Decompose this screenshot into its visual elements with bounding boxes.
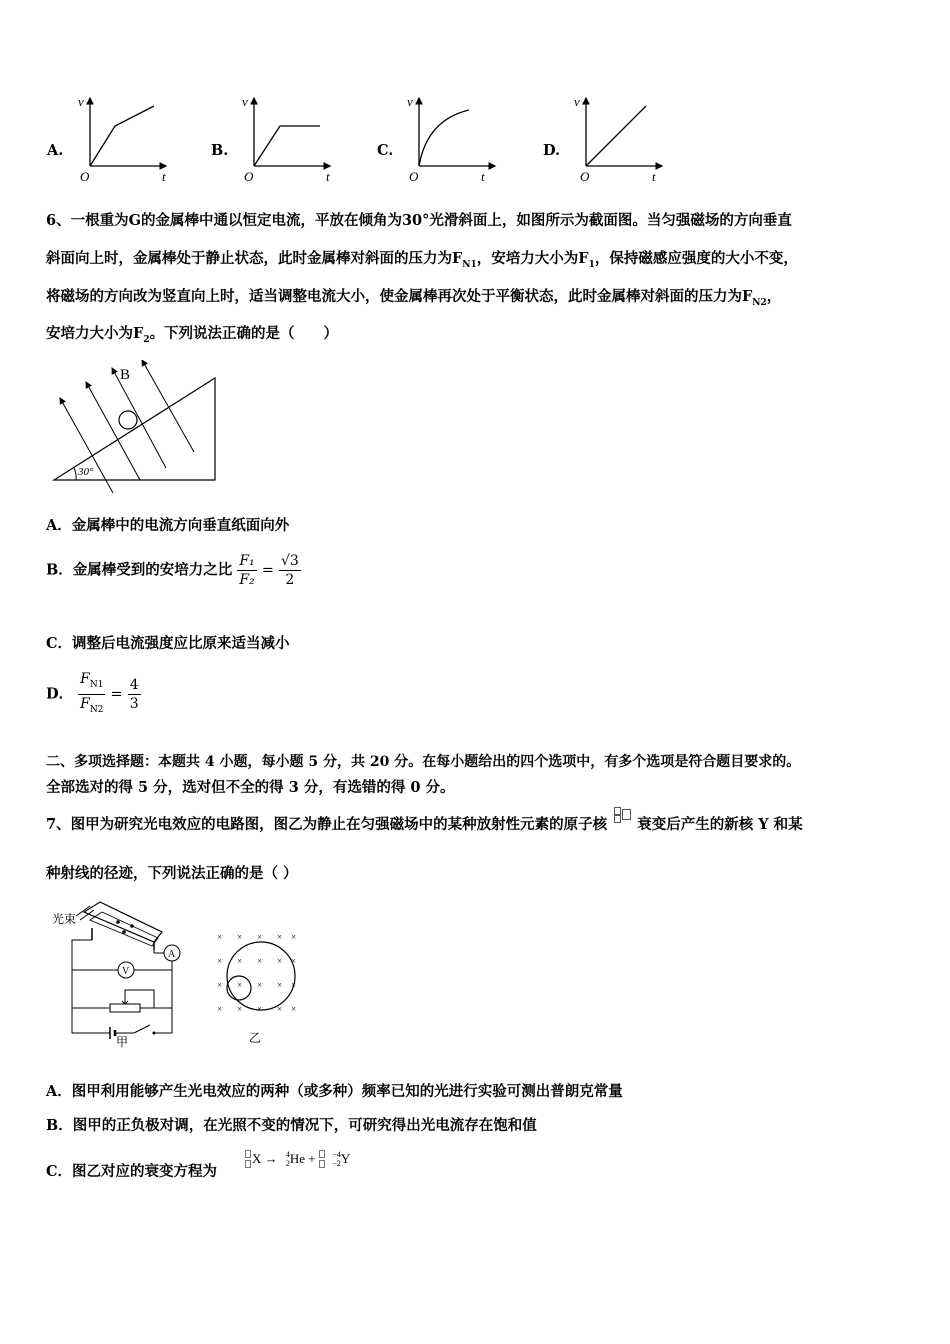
helium-indices [281, 1149, 290, 1169]
v-label: v [407, 94, 413, 109]
q6-line4-end: 。下列说法正确的是（ ） [149, 325, 339, 342]
q6-line3-text: 将磁场的方向改为竖直向上时，适当调整电流大小，使金属棒再次处于平衡状态，此时金属棒对斜面的压力为F [46, 288, 753, 305]
angle-label: 30° [78, 466, 94, 478]
electron [130, 924, 134, 928]
q7-option-c-text: C．图乙对应的衰变方程为 [46, 1163, 218, 1180]
numerator [78, 670, 105, 695]
ammeter-label: A [168, 949, 176, 960]
incline-triangle [54, 378, 215, 480]
incline-figure [48, 360, 223, 495]
q6-line2 [46, 249, 798, 275]
numerator: √3 [280, 553, 299, 569]
q6-line4 [46, 324, 338, 350]
q6-option-d-text: D． [46, 685, 74, 703]
nuclide-he: He + [289, 1151, 316, 1166]
q6-line2-sub2: 1 [588, 259, 595, 270]
rheostat [110, 1004, 140, 1012]
wire [154, 961, 172, 1033]
graph-label-b: B. [211, 142, 229, 159]
cross: × [257, 932, 263, 942]
nuclide-y: Y [340, 1151, 351, 1166]
q6-line1: 6、一根重为G的金属棒中通以恒定电流，平放在倾角为30°光滑斜面上，如图所示为截面图。当匀强磁场的方向垂直 [46, 212, 792, 229]
field-label-b: B [120, 367, 131, 383]
placeholder-stack [244, 1149, 252, 1169]
cross: × [291, 932, 297, 942]
cross: × [277, 956, 283, 966]
cross: × [257, 956, 263, 966]
electron [122, 930, 126, 934]
t-label: t [481, 169, 485, 184]
electron [116, 920, 120, 924]
numerator: 4 [129, 676, 139, 693]
q7-option-b: B．图甲的正负极对调，在光照不变的情况下，可研究得出光电流存在饱和值 [46, 1117, 537, 1134]
v-label: v [242, 94, 248, 109]
nuclide-x: X → [252, 1151, 278, 1166]
mass-number: −4 [332, 1150, 341, 1159]
cross: × [277, 980, 283, 990]
q6-line4-text: 安培力大小为F [46, 325, 144, 342]
placeholder-box [319, 1150, 325, 1158]
figure-yi-label: 乙 [249, 1031, 262, 1045]
ratio-fn1-fn2 [78, 670, 105, 719]
placeholder-box [245, 1150, 251, 1158]
photoelectric-circuit [50, 898, 200, 1048]
denominator: F₂ [239, 572, 255, 588]
cross: × [237, 980, 243, 990]
t-label: t [652, 169, 656, 184]
q6-line2-sub: N1 [462, 259, 477, 270]
q6-line3 [46, 287, 781, 313]
v-label: v [78, 94, 84, 109]
figure-jia-label: 甲 [116, 1035, 129, 1048]
switch-contact [153, 1032, 156, 1035]
curve-c [419, 110, 469, 166]
ratio-f1-f2 [237, 552, 256, 589]
origin-label: O [409, 169, 419, 184]
ratio-value [279, 552, 301, 589]
q7-option-c [46, 1162, 217, 1182]
field-line [60, 398, 113, 493]
denominator: 3 [129, 695, 139, 712]
f-symbol: F [80, 671, 90, 687]
curve-b [254, 126, 320, 166]
cross: × [217, 1004, 223, 1014]
placeholder-box [622, 809, 631, 820]
q6-line3-sub: N2 [752, 297, 767, 308]
cross: × [277, 1004, 283, 1014]
cross: × [237, 932, 243, 942]
subscript: N1 [89, 679, 104, 690]
q7-line1-b: 衰变后产生的新核 Y 和某 [637, 816, 803, 833]
denominator: 2 [285, 572, 295, 588]
wire [72, 940, 110, 1033]
cross: × [237, 956, 243, 966]
q7-line1-a: 7、图甲为研究光电效应的电路图，图乙为静止在匀强磁场中的某种放射性元素的原子核 [46, 816, 608, 833]
equals: = [110, 686, 123, 703]
denominator [78, 695, 105, 719]
section2-line2: 全部选对的得 5 分，选对但不全的得 3 分，有选错的得 0 分。 [46, 779, 455, 796]
field-crosses [217, 932, 296, 1014]
subscript: N2 [89, 704, 104, 715]
f-symbol: F [80, 695, 90, 712]
q6-option-a: A．金属棒中的电流方向垂直纸面向外 [46, 517, 290, 534]
graph-a [70, 90, 180, 185]
cross: × [217, 980, 223, 990]
decay-equation [244, 1149, 350, 1175]
cross: × [217, 932, 223, 942]
q7-line2: 种射线的径迹，下列说法正确的是（ ） [46, 865, 298, 882]
placeholder-box [245, 1160, 251, 1168]
graph-label-c: C. [377, 142, 394, 159]
v-label: v [574, 94, 580, 109]
q6-line2-text: 斜面向上时，金属棒处于静止状态，此时金属棒对斜面的压力为F [46, 250, 463, 267]
placeholder-box [614, 807, 621, 815]
graph-label-d: D. [543, 142, 561, 159]
switch [134, 1025, 150, 1033]
t-label: t [326, 169, 330, 184]
q6-line2-c: ，保持磁感应强度的大小不变， [594, 250, 798, 267]
curve-a [90, 106, 154, 166]
q6-option-d [46, 670, 141, 718]
q6-line2-b: ，安培力大小为F [476, 250, 589, 267]
y-indices [319, 1149, 341, 1169]
cross: × [277, 932, 283, 942]
q7-option-a: A．图甲利用能够产生光电效应的两种（或多种）频率已知的光进行实验可测出普朗克常量 [46, 1083, 623, 1100]
section2-line1: 二、多项选择题：本题共 4 小题，每小题 5 分，共 20 分。在每小题给出的四个选项中，有多个选项是符合题目要求的。 [46, 754, 801, 770]
placeholder-box [614, 815, 621, 823]
decay-track-figure [207, 924, 307, 1049]
voltmeter-label: V [122, 966, 130, 977]
atomic-number: −2 [332, 1159, 341, 1168]
vt-graphs [0, 90, 950, 190]
numerator: F₁ [239, 553, 255, 569]
q6-option-c: C．调整后电流强度应比原来适当减小 [46, 635, 290, 652]
metal-rod [119, 411, 137, 429]
cross: × [291, 980, 297, 990]
graph-c [399, 90, 509, 185]
origin-label: O [244, 169, 254, 184]
mass-number: 4 [285, 1150, 290, 1159]
q6-option-b-text: B．金属棒受到的安培力之比 [46, 561, 233, 579]
q7-line1 [46, 815, 803, 835]
wire [154, 950, 164, 953]
angle-arc [74, 468, 76, 480]
graph-d [566, 90, 676, 185]
cross: × [237, 1004, 243, 1014]
graph-b [234, 90, 344, 185]
atomic-number: 2 [285, 1159, 290, 1168]
origin-label: O [80, 169, 90, 184]
cross: × [291, 1004, 297, 1014]
q6-line3-end: ， [766, 288, 782, 305]
nucleus-placeholder [612, 815, 632, 835]
cross: × [217, 956, 223, 966]
equals: = [261, 562, 274, 579]
curve-d [586, 106, 646, 166]
origin-label: O [580, 169, 590, 184]
placeholder-box [319, 1160, 325, 1168]
cross: × [291, 956, 297, 966]
cross: × [257, 980, 263, 990]
ratio-value [128, 676, 141, 713]
t-label: t [162, 169, 166, 184]
light-beam-label: 光束 [52, 912, 77, 926]
graph-label-a: A. [47, 142, 64, 159]
q6-line4-sub: 2 [143, 334, 150, 345]
cross: × [257, 1004, 263, 1014]
q6-option-b [46, 552, 301, 600]
